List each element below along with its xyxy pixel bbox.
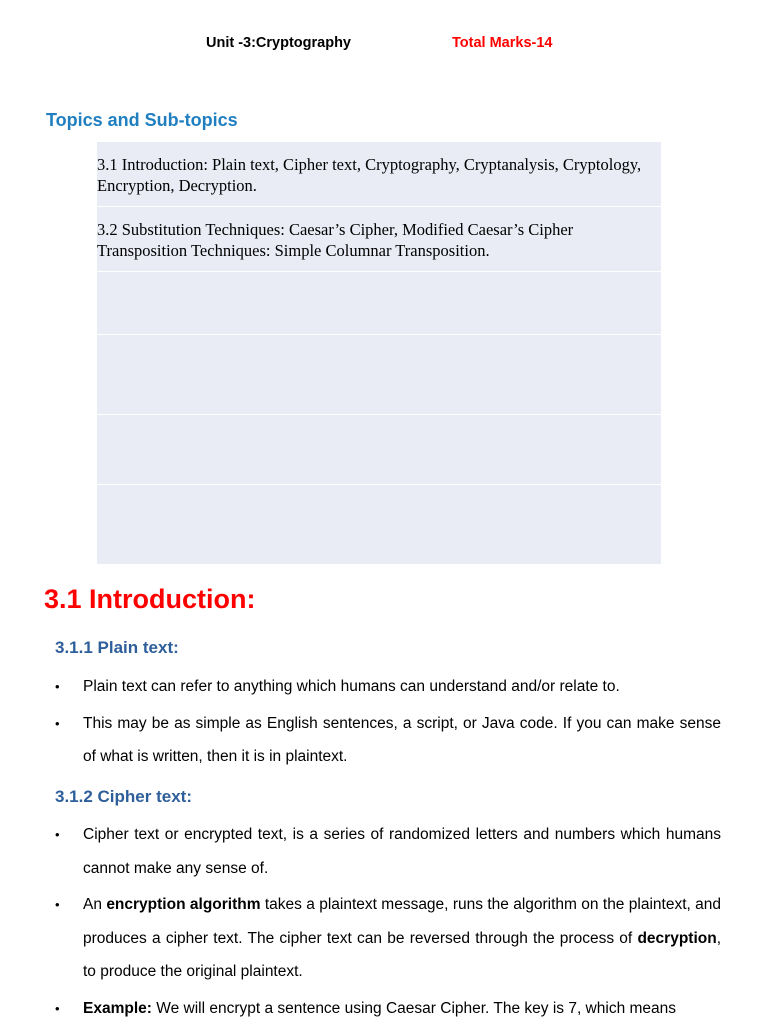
topics-table	[97, 142, 661, 564]
list-item	[55, 888, 721, 989]
bullet-text: Plain text can refer to anything which humans can understand and/or relate to.	[83, 678, 620, 695]
bullet-icon: •	[55, 679, 60, 694]
list-item	[55, 818, 721, 885]
cipher-text-heading: 3.1.2 Cipher text:	[55, 787, 192, 806]
topics-row	[97, 335, 661, 415]
list-item	[55, 992, 721, 1026]
list-item	[55, 707, 721, 774]
page-header	[0, 35, 768, 55]
decryption-term: decryption	[637, 929, 717, 947]
bullet-text-post: , to produce the original plaintext.	[83, 929, 721, 980]
topics-row	[97, 272, 661, 335]
list-item	[55, 670, 721, 704]
topics-row	[97, 415, 661, 485]
bullet-icon: •	[55, 827, 60, 842]
bullet-icon: •	[55, 897, 60, 912]
topics-row: 3.1 Introduction: Plain text, Cipher text, Cryptography, Cryptanalysis, Cryptology, Encryption, Decryption.	[97, 142, 661, 207]
plain-text-list	[55, 670, 721, 777]
encryption-algorithm-term: encryption algorithm	[106, 896, 261, 913]
bullet-text: This may be as simple as English sentences, a script, or Java code. If you can make sense of what is written, then it is in plaintext.	[83, 714, 721, 765]
bullet-text-mid: takes a plaintext message, runs the algorithm on the plaintext, and produces a cipher text. The cipher text can be reversed through the process of	[83, 896, 722, 947]
bullet-icon: •	[55, 715, 60, 731]
bullet-text-pre: An	[83, 896, 107, 913]
section-title: 3.1 Introduction:	[44, 584, 256, 614]
example-label: Example:	[83, 999, 152, 1017]
bullet-text: We will encrypt a sentence using Caesar Cipher. The key is 7, which means	[151, 999, 677, 1017]
total-marks: Total Marks-14	[452, 35, 553, 51]
bullet-icon: •	[55, 1000, 60, 1016]
cipher-text-list	[55, 818, 721, 1028]
bullet-text: Cipher text or encrypted text, is a series of randomized letters and numbers which humans cannot make any sense of.	[83, 826, 721, 877]
plain-text-heading: 3.1.1 Plain text:	[55, 638, 179, 657]
topics-heading: Topics and Sub-topics	[46, 110, 238, 130]
topics-row	[97, 485, 661, 564]
unit-title: Unit -3:Cryptography	[206, 35, 351, 51]
topics-row: 3.2 Substitution Techniques: Caesar’s Cipher, Modified Caesar’s Cipher Transposition Techniques: Simple Columnar Transposition.	[97, 207, 661, 272]
